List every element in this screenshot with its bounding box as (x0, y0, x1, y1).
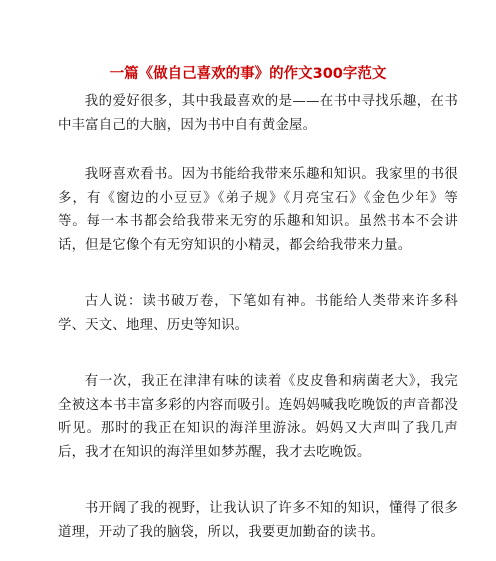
paragraph-1: 我的爱好很多，其中我最喜欢的是——在书中寻找乐趣，在书中丰富自己的大脑，因为书中自有黄金屋。 (58, 94, 458, 133)
paragraph-3: 古人说：读书破万卷，下笔如有神。书能给人类带来许多科学、天文、地理、历史等知识。 (58, 294, 458, 333)
document-title: 一篇《做自己喜欢的事》的作文300字范文 (109, 66, 387, 82)
paragraph-2: 我呀喜欢看书。因为书能给我带来乐趣和知识。我家里的书很多，有《窗边的小豆豆》《弟子规》《月亮宝石》《金色少年》等等。每一本书都会给我带来无穷的乐趣和知识。虽然书本不会讲话，但是它像个有无穷知识的小精灵，都会给我带来力量。 (58, 167, 458, 253)
paragraph-4: 有一次，我正在津津有味的读着《皮皮鲁和病菌老大》，我完全被这本书丰富多彩的内容而吸引。连妈妈喊我吃晚饭的声音都没听见。那时的我正在知识的海洋里游泳。妈妈又大声叫了我几声后，我才在知识的海洋里如梦苏醒，我才去吃晚饭。 (58, 374, 458, 460)
paragraph-5: 书开阔了我的视野，让我认识了许多不知的知识，懂得了很多道理，开动了我的脑袋，所以，我要更加勤奋的读书。 (58, 501, 458, 540)
